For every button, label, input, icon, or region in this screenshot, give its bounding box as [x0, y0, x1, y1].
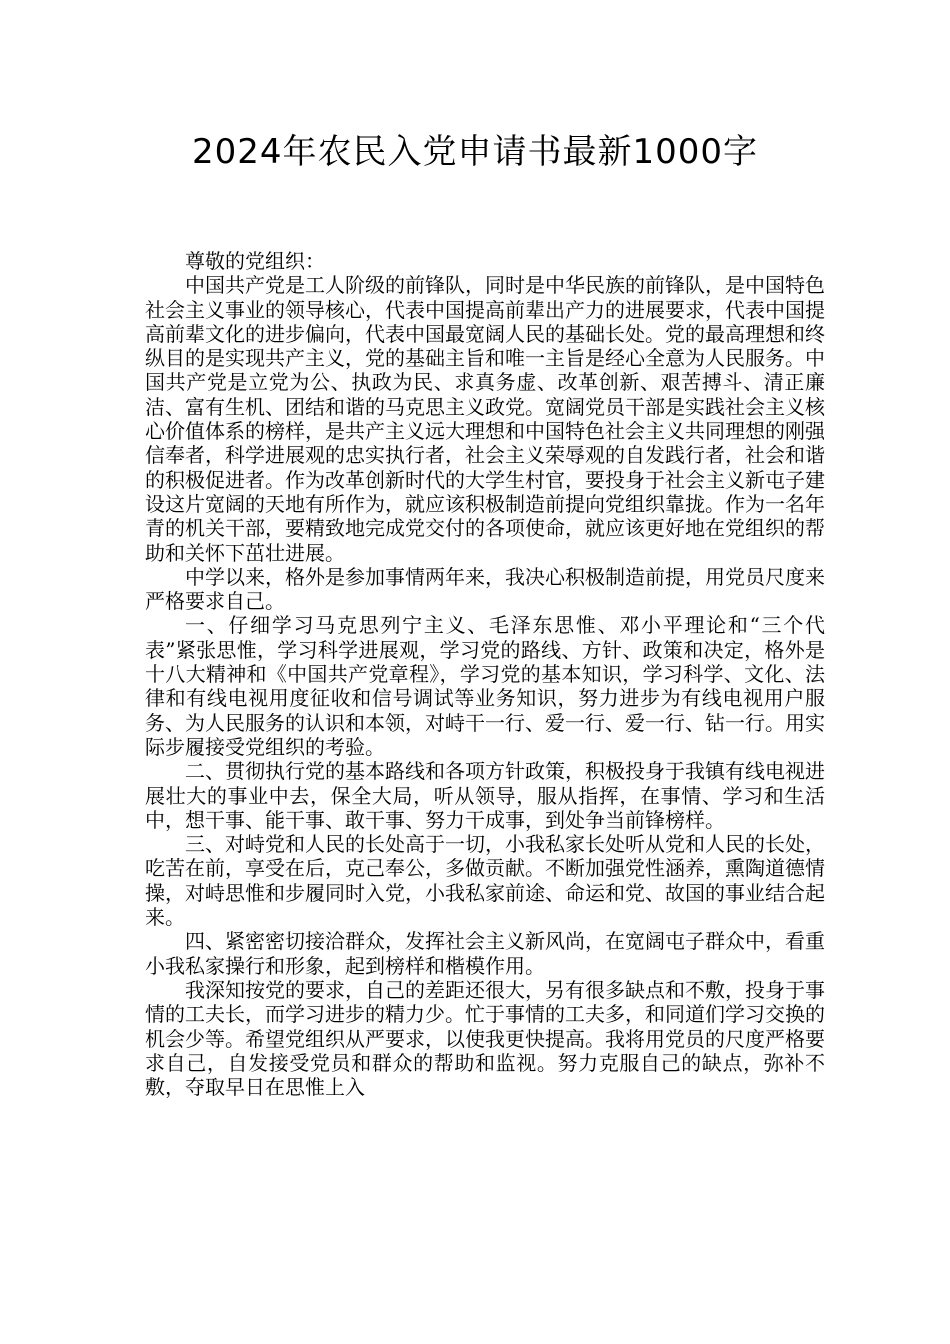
paragraph-point-two: 二、贯彻执行党的基本路线和各项方针政策，积极投身于我镇有线电视进展壮大的事业中去，保全大局，听从领导，服从指挥，在事情、学习和生活中，想干事、能干事、敢干事、努力干成事，到处争当前锋榜样。	[145, 759, 825, 832]
paragraph-point-three: 三、对峙党和人民的长处高于一切，小我私家长处听从党和人民的长处，吃苦在前，享受在后，克己奉公，多做贡献。不断加强党性涵养，熏陶道德情操，对峙思惟和步履同时入党，小我私家前途、命运和党、故国的事业结合起来。	[145, 832, 825, 930]
paragraph-point-four: 四、紧密密切接洽群众，发挥社会主义新风尚，在宽阔屯子群众中，看重小我私家操行和形象，起到榜样和楷模作用。	[145, 929, 825, 978]
paragraph-point-one: 一、仔细学习马克思列宁主义、毛泽东思惟、邓小平理论和“三个代表”紧张思惟，学习科学进展观，学习党的路线、方针、政策和决定，格外是十八大精神和《中国共产党章程》，学习党的基本知识，学习科学、文化、法律和有线电视用度征收和信号调试等业务知识，努力进步为有线电视用户服务、为人民服务的认识和本领，对峙干一行、爱一行、爱一行、钻一行。用实际步履接受党组织的考验。	[145, 613, 825, 759]
paragraph-since-school: 中学以来，格外是参加事情两年来，我决心积极制造前提，用党员尺度来严格要求自己。	[145, 564, 825, 614]
document-title: 2024年农民入党申请书最新1000字	[191, 132, 759, 172]
salutation: 尊敬的党组织：	[185, 249, 325, 273]
document-body	[145, 249, 825, 1099]
paragraph-intro: 中国共产党是工人阶级的前锋队，同时是中华民族的前锋队，是中国特色社会主义事业的领导核心，代表中国提高前辈出产力的进展要求，代表中国提高前辈文化的进步偏向，代表中国最宽阔人民的基础长处。党的最高理想和终纵目的是实现共产主义，党的基础主旨和唯一主旨是经心全意为人民服务。中国共产党是立党为公、执政为民、求真务虚、改革创新、艰苦搏斗、清正廉洁、富有生机、团结和谐的马克思主义政党。宽阔党员干部是实践社会主义核心价值体系的榜样，是共产主义远大理想和中国特色社会主义共同理想的刚强信奉者，科学进展观的忠实执行者，社会主义荣辱观的自发践行者，社会和谐的积极促进者。作为改革创新时代的大学生村官，要投身于社会主义新屯子建设这片宽阔的天地有所作为，就应该积极制造前提向党组织靠拢。作为一名年青的机关干部，要精致地完成党交付的各项使命，就应该更好地在党组织的帮助和关怀下茁壮进展。	[145, 273, 825, 565]
paragraph-self-assessment: 我深知按党的要求，自己的差距还很大，另有很多缺点和不敷，投身于事情的工夫长，而学习进步的精力少。忙于事情的工夫多，和同道们学习交换的机会少等。希望党组织从严要求，以使我更快提高。我将用党员的尺度严格要求自己，自发接受党员和群众的帮助和监视。努力克服自己的缺点，弥补不敷，夺取早日在思惟上入	[145, 977, 825, 1100]
